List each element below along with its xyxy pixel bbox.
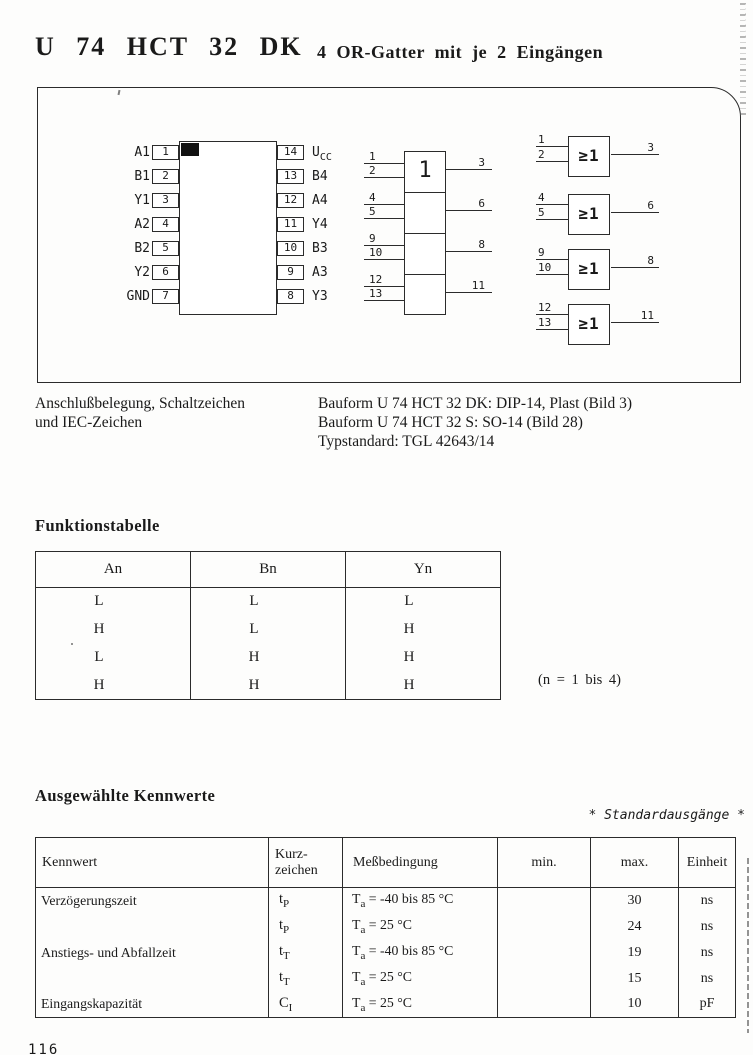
cond-var: T xyxy=(352,994,361,1010)
cond-sub: a xyxy=(360,950,366,962)
iec-output-line: 3 xyxy=(611,142,659,155)
cond-sub: a xyxy=(360,898,366,911)
iec-input-line: 5 xyxy=(536,207,568,220)
symbol-sub: T xyxy=(283,950,290,962)
kw-min xyxy=(498,940,591,966)
kw-condition xyxy=(343,940,498,966)
ft-cell: H xyxy=(191,672,346,700)
kw-max: 10 xyxy=(591,992,679,1018)
caption-line: und IEC-Zeichen xyxy=(35,414,143,431)
pin-box-2: 2 xyxy=(152,169,179,184)
funktionstabelle-table xyxy=(35,551,501,700)
funktionstabelle-heading: Funktionstabelle xyxy=(35,516,160,535)
symbol-sub: P xyxy=(283,898,290,911)
pin-box-4: 4 xyxy=(152,217,179,232)
pin-box-11: 11 xyxy=(277,217,304,232)
kw-row xyxy=(36,966,736,992)
kw-row xyxy=(36,992,736,1018)
caption-line: Typstandard: TGL 42643/14 xyxy=(318,433,495,450)
kw-row xyxy=(36,940,736,966)
ft-header-an: An xyxy=(36,552,191,588)
pin-label-a3: A3 xyxy=(312,265,328,280)
iec-input-line: 4 xyxy=(536,192,568,205)
kw-header-kurz-line1: Kurz- xyxy=(275,846,308,862)
kw-name xyxy=(36,966,269,992)
cond-rest: = -40 bis 85 °C xyxy=(365,891,454,907)
cond-sub: a xyxy=(360,924,366,936)
pin-label-b3: B3 xyxy=(312,241,328,256)
page-number: 116 xyxy=(28,1042,60,1055)
pin-label-a4: A4 xyxy=(312,193,328,208)
standardausgaenge-note: * Standardausgänge * xyxy=(588,808,745,823)
iec-output-line: 6 xyxy=(611,200,659,213)
page-subtitle: 4 OR-Gatter mit je 2 Eingängen xyxy=(317,42,604,62)
kw-min xyxy=(498,888,591,914)
or-gate-label: ≥1 xyxy=(578,259,600,278)
kw-symbol xyxy=(269,966,343,992)
dip-package-body xyxy=(179,141,277,315)
mid-input-line: 2 xyxy=(364,165,404,178)
symbol-main: t xyxy=(279,917,284,933)
kw-header-kennwert: Kennwert xyxy=(36,838,269,888)
figure-box xyxy=(37,87,741,383)
kw-condition xyxy=(343,992,498,1018)
kw-name: Anstiegs- und Abfallzeit xyxy=(41,944,176,960)
or-gate-label: ≥1 xyxy=(578,204,600,223)
cond-rest: = 25 °C xyxy=(365,969,412,984)
symbol-divider xyxy=(405,274,445,275)
iec-input-line: 1 xyxy=(536,134,568,147)
ft-cell: H xyxy=(191,644,346,672)
pin-label-a2: A2 xyxy=(134,217,150,232)
kw-max: 15 xyxy=(591,966,679,992)
pin-box-8: 8 xyxy=(277,289,304,304)
kw-max: 19 xyxy=(591,940,679,966)
symbol-sub: I xyxy=(288,1001,293,1014)
ucc-main: U xyxy=(312,145,320,160)
ft-row xyxy=(36,588,501,616)
cond-rest: = -40 bis 85 °C xyxy=(365,943,454,958)
ft-note: (n = 1 bis 4) xyxy=(538,672,622,688)
pin-box-14: 14 xyxy=(277,145,304,160)
mid-input-line: 9 xyxy=(364,233,404,246)
mid-input-line: 10 xyxy=(364,247,404,260)
kw-header-kurz-line2: zeichen xyxy=(275,862,318,878)
ft-cell: H xyxy=(346,672,501,700)
kennwerte-heading: Ausgewählte Kennwerte xyxy=(35,786,216,805)
symbol-main: t xyxy=(279,943,284,959)
ft-cell: L xyxy=(191,616,346,644)
kw-max: 24 xyxy=(591,914,679,940)
iec-input-line: 9 xyxy=(536,247,568,260)
kw-header-messbedingung: Meßbedingung xyxy=(343,838,498,888)
caption-line: Bauform U 74 HCT 32 S: SO-14 (Bild 28) xyxy=(318,414,583,431)
ft-row xyxy=(36,616,501,644)
symbol-main: t xyxy=(279,969,284,985)
pin-label-y4: Y4 xyxy=(312,217,328,232)
caption-line: Anschlußbelegung, Schaltzeichen xyxy=(35,395,246,412)
caption-line: Bauform U 74 HCT 32 DK: DIP-14, Plast (Bild 3) xyxy=(318,395,633,412)
schaltzeichen-label: 1 xyxy=(418,158,432,183)
ft-cell: L xyxy=(346,588,501,616)
pin-label-b1: B1 xyxy=(134,169,150,184)
iec-input-line: 10 xyxy=(536,262,568,275)
pin-box-5: 5 xyxy=(152,241,179,256)
mid-input-line: 5 xyxy=(364,206,404,219)
pin-label-b4: B4 xyxy=(312,169,328,184)
ft-cell: H xyxy=(346,644,501,672)
pin-label-b2: B2 xyxy=(134,241,150,256)
ft-cell: L xyxy=(94,593,104,610)
mid-input-line: 12 xyxy=(364,274,404,287)
schaltzeichen-symbol xyxy=(404,151,446,315)
mid-output-line: 3 xyxy=(446,157,492,170)
ft-header-row xyxy=(36,552,501,588)
pin-box-1: 1 xyxy=(152,145,179,160)
kw-header-einheit: Einheit xyxy=(679,838,736,888)
cond-var: T xyxy=(352,917,361,932)
kw-min xyxy=(498,992,591,1018)
symbol-main: t xyxy=(279,891,284,908)
symbol-divider xyxy=(405,192,445,193)
iec-output-line: 8 xyxy=(611,255,659,268)
symbol-divider xyxy=(405,233,445,234)
kw-symbol xyxy=(269,992,343,1018)
kw-row xyxy=(36,888,736,914)
iec-input-line: 2 xyxy=(536,149,568,162)
kw-symbol xyxy=(269,888,343,914)
kw-max: 30 xyxy=(591,888,679,914)
ft-row xyxy=(36,644,501,672)
ft-header-yn: Yn xyxy=(346,552,501,588)
kw-header-row xyxy=(36,838,736,888)
kw-row xyxy=(36,914,736,940)
figure-caption-right xyxy=(318,394,632,451)
ft-cell: H xyxy=(346,616,501,644)
iec-input-line: 13 xyxy=(536,317,568,330)
iec-or-gate-3 xyxy=(568,249,610,290)
or-gate-label: ≥1 xyxy=(578,146,600,165)
iec-output-line: 11 xyxy=(611,310,659,323)
pin-box-6: 6 xyxy=(152,265,179,280)
symbol-sub: T xyxy=(283,976,290,988)
mid-output-line: 8 xyxy=(446,239,492,252)
pin-box-12: 12 xyxy=(277,193,304,208)
cond-rest: = 25 °C xyxy=(365,917,412,932)
kw-condition xyxy=(343,914,498,940)
pin-label-y3: Y3 xyxy=(312,289,328,304)
cond-var: T xyxy=(352,891,361,907)
pin-box-13: 13 xyxy=(277,169,304,184)
cond-sub: a xyxy=(360,976,366,988)
scan-artifact xyxy=(740,3,746,115)
kw-name xyxy=(36,914,269,940)
pin-box-7: 7 xyxy=(152,289,179,304)
kw-min xyxy=(498,966,591,992)
pin-label-gnd: GND xyxy=(126,289,150,304)
mid-input-line: 13 xyxy=(364,288,404,301)
kw-unit: ns xyxy=(679,940,736,966)
cond-sub: a xyxy=(360,1001,366,1014)
ft-row xyxy=(36,672,501,700)
pin-label-y1: Y1 xyxy=(134,193,150,208)
ft-cell: L xyxy=(191,588,346,616)
kw-condition xyxy=(343,966,498,992)
iec-input-line: 12 xyxy=(536,302,568,315)
kw-header-kurzzeichen xyxy=(269,838,343,888)
pin-label-y2: Y2 xyxy=(134,265,150,280)
kw-name: Verzögerungszeit xyxy=(41,892,137,908)
pin1-marker xyxy=(181,143,199,156)
mid-output-line: 6 xyxy=(446,198,492,211)
iec-or-gate-2 xyxy=(568,194,610,235)
pin-box-3: 3 xyxy=(152,193,179,208)
cond-var: T xyxy=(352,943,361,958)
iec-or-gate-1 xyxy=(568,136,610,177)
pin-label-a1: A1 xyxy=(134,145,150,160)
kw-unit: ns xyxy=(679,914,736,940)
kw-name: Eingangskapazität xyxy=(41,996,143,1012)
ft-cell: H xyxy=(93,621,105,637)
mid-input-line: 4 xyxy=(364,192,404,205)
mid-output-line: 11 xyxy=(446,280,492,293)
kw-unit: ns xyxy=(679,888,736,914)
kw-unit: ns xyxy=(679,966,736,992)
iec-or-gate-4 xyxy=(568,304,610,345)
kw-symbol xyxy=(269,940,343,966)
mid-input-line: 1 xyxy=(364,151,404,164)
ft-cell: L xyxy=(94,649,104,665)
kennwerte-table xyxy=(35,837,736,1018)
or-gate-label: ≥1 xyxy=(578,314,600,333)
ft-header-bn: Bn xyxy=(191,552,346,588)
page-title: U 74 HCT 32 DK xyxy=(35,32,303,61)
kw-unit: pF xyxy=(679,992,736,1018)
kw-condition xyxy=(343,888,498,914)
kw-min xyxy=(498,914,591,940)
cond-var: T xyxy=(352,969,361,984)
pin-box-10: 10 xyxy=(277,241,304,256)
figure-caption-left xyxy=(35,394,245,432)
kw-header-max: max. xyxy=(591,838,679,888)
ucc-sub: CC xyxy=(319,152,332,163)
symbol-main: C xyxy=(279,994,289,1011)
kw-header-min: min. xyxy=(498,838,591,888)
scan-artifact xyxy=(747,858,749,1033)
ft-cell: H xyxy=(93,676,105,693)
pin-box-9: 9 xyxy=(277,265,304,280)
cond-rest: = 25 °C xyxy=(365,994,412,1010)
symbol-sub: P xyxy=(283,924,290,936)
kw-symbol xyxy=(269,914,343,940)
